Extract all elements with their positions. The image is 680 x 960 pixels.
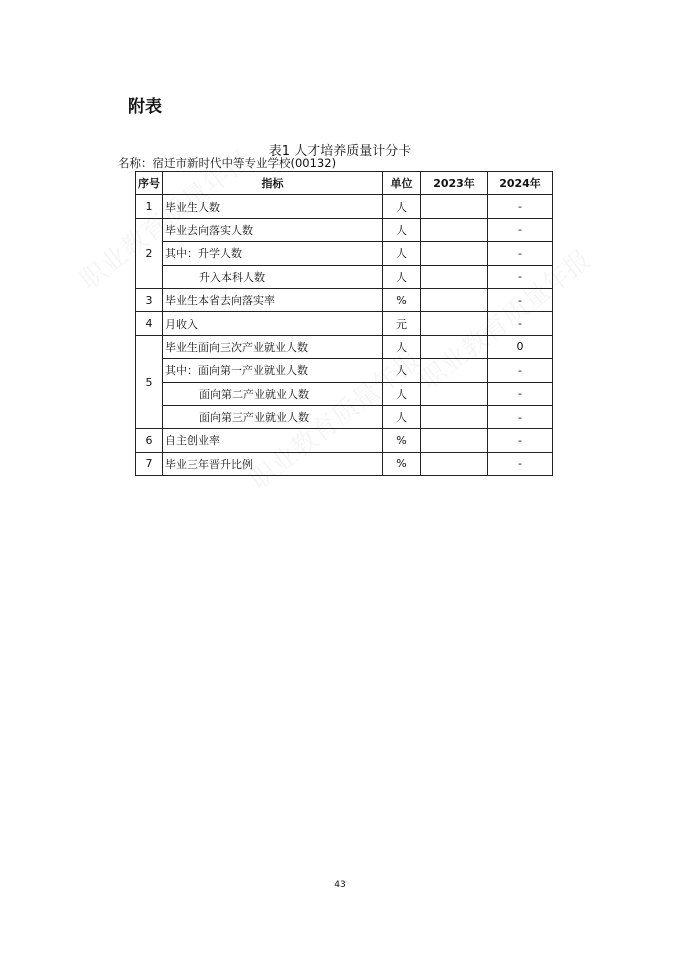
table-title: 表1 人才培养质量计分卡 [268, 144, 412, 159]
header-unit: 单位 [383, 172, 421, 195]
header-no: 序号 [136, 172, 163, 195]
row-value-2024: - [488, 195, 553, 218]
row-unit: 人 [383, 335, 421, 358]
row-unit: 人 [383, 359, 421, 382]
row-indicator: 毕业生本省去向落实率 [163, 288, 383, 311]
row-value-2024: - [488, 242, 553, 265]
row-value-2023 [421, 429, 488, 452]
row-value-2024: - [488, 382, 553, 405]
header-indicator: 指标 [163, 172, 383, 195]
row-unit: 人 [383, 242, 421, 265]
appendix-heading: 附表 [128, 97, 162, 117]
row-unit: % [383, 452, 421, 475]
table-row [136, 405, 553, 428]
row-indicator: 面向第二产业就业人数 [163, 382, 383, 405]
row-unit: 元 [383, 312, 421, 335]
row-value-2024: - [488, 312, 553, 335]
table-row [136, 382, 553, 405]
row-number: 1 [136, 195, 163, 218]
table-row [136, 452, 553, 475]
row-value-2023 [421, 452, 488, 475]
row-value-2024: 0 [488, 335, 553, 358]
row-indicator: 毕业生面向三次产业就业人数 [163, 335, 383, 358]
row-value-2024: - [488, 405, 553, 428]
row-value-2024: - [488, 288, 553, 311]
row-value-2024: - [488, 429, 553, 452]
row-number: 3 [136, 288, 163, 311]
row-unit: % [383, 429, 421, 452]
header-2023: 2023年 [421, 172, 488, 195]
row-unit: % [383, 288, 421, 311]
table-row [136, 195, 553, 218]
row-unit: 人 [383, 265, 421, 288]
row-number: 6 [136, 429, 163, 452]
table-row [136, 359, 553, 382]
header-2024: 2024年 [488, 172, 553, 195]
row-value-2023 [421, 359, 488, 382]
row-unit: 人 [383, 382, 421, 405]
row-indicator: 面向第三产业就业人数 [163, 405, 383, 428]
table-row [136, 242, 553, 265]
row-indicator: 其中：面向第一产业就业人数 [163, 359, 383, 382]
table-header-row [136, 172, 553, 195]
school-name: 名称：宿迁市新时代中等专业学校(00132) [118, 156, 337, 170]
row-value-2024: - [488, 218, 553, 241]
row-indicator: 自主创业率 [163, 429, 383, 452]
row-number: 7 [136, 452, 163, 475]
page-number: 43 [334, 880, 346, 890]
row-indicator: 月收入 [163, 312, 383, 335]
table-row [136, 265, 553, 288]
row-value-2024: - [488, 265, 553, 288]
table-row [136, 312, 553, 335]
row-unit: 人 [383, 218, 421, 241]
talent-quality-scorecard-table [135, 171, 553, 476]
row-value-2023 [421, 405, 488, 428]
row-value-2023 [421, 218, 488, 241]
row-value-2024: - [488, 452, 553, 475]
row-number: 2 [136, 218, 163, 288]
row-value-2023 [421, 242, 488, 265]
row-indicator: 其中：升学人数 [163, 242, 383, 265]
row-number: 5 [136, 335, 163, 429]
row-unit: 人 [383, 405, 421, 428]
row-value-2024: - [488, 359, 553, 382]
row-number: 4 [136, 312, 163, 335]
row-indicator: 毕业去向落实人数 [163, 218, 383, 241]
row-value-2023 [421, 195, 488, 218]
row-value-2023 [421, 312, 488, 335]
row-value-2023 [421, 265, 488, 288]
table-row [136, 429, 553, 452]
row-value-2023 [421, 288, 488, 311]
table-row [136, 218, 553, 241]
row-value-2023 [421, 382, 488, 405]
row-indicator: 毕业生人数 [163, 195, 383, 218]
row-value-2023 [421, 335, 488, 358]
table-row [136, 335, 553, 358]
row-indicator: 毕业三年晋升比例 [163, 452, 383, 475]
row-indicator: 升入本科人数 [163, 265, 383, 288]
row-unit: 人 [383, 195, 421, 218]
table-row [136, 288, 553, 311]
